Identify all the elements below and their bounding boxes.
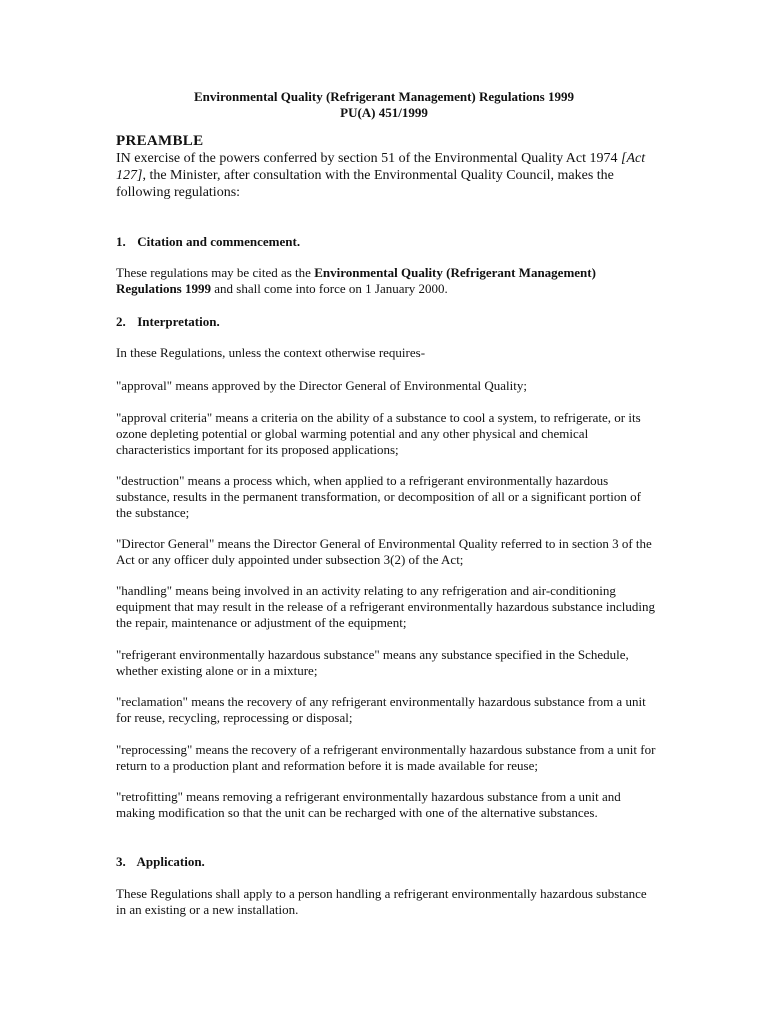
citation-paragraph: [116, 265, 656, 297]
definition-destruction: "destruction" means a process which, when applied to a refrigerant environmentally hazardous substance, results in the permanent transformation, or decomposition of all or a significant portion of the substance;: [116, 473, 641, 520]
application-paragraph: These Regulations shall apply to a person handling a refrigerant environmentally hazardous substance in an existing or a new installation.: [116, 886, 647, 917]
citation-text-start: These regulations may be cited as the: [116, 265, 315, 280]
section-title: Interpretation.: [137, 314, 220, 329]
section-heading-citation: [116, 234, 300, 250]
section-number: 3.: [116, 854, 126, 869]
section-title: Application.: [136, 854, 205, 869]
preamble-text-start: IN exercise of the powers conferred by section 51 of the Environmental Quality Act 1974: [116, 151, 622, 166]
preamble-text: [116, 150, 656, 201]
definition-refrigerant-substance: "refrigerant environmentally hazardous substance" means any substance specified in the Schedule, whether existing alone or in a mixture;: [116, 647, 629, 678]
interpretation-intro: In these Regulations, unless the context otherwise requires-: [116, 345, 426, 360]
definition-handling: "handling" means being involved in an activity relating to any refrigeration and air-conditioning equipment that may result in the release of a refrigerant environmentally hazardous substance including the repair, maintenance or adjustment of the equipment;: [116, 583, 655, 630]
definition-director-general: "Director General" means the Director General of Environmental Quality referred to in section 3 of the Act or any officer duly appointed under subsection 3(2) of the Act;: [116, 536, 652, 567]
act-reference: [Act 127]: [116, 151, 646, 183]
preamble-text-end: , the Minister, after consultation with the Environmental Quality Council, makes the following regulations:: [116, 168, 614, 200]
preamble-heading: PREAMBLE: [116, 133, 204, 149]
section-number: 1.: [116, 234, 126, 249]
definition-approval: "approval" means approved by the Director General of Environmental Quality;: [116, 378, 527, 393]
definition-reprocessing: "reprocessing" means the recovery of a refrigerant environmentally hazardous substance from a unit for return to a production plant and reformation before it is made available for reuse;: [116, 742, 656, 773]
definition-reclamation: "reclamation" means the recovery of any refrigerant environmentally hazardous substance from a unit for reuse, recycling, reprocessing or disposal;: [116, 694, 646, 725]
section-heading-interpretation: [116, 314, 220, 330]
document-title: Environmental Quality (Refrigerant Management) Regulations 1999: [194, 89, 574, 104]
definition-approval-criteria: "approval criteria" means a criteria on the ability of a substance to cool a system, to refrigerate, or its ozone depleting potential or global warming potential and any other physical and chemical characteristics important for its proposed applications;: [116, 410, 641, 457]
section-number: 2.: [116, 314, 126, 329]
definition-retrofitting: "retrofitting" means removing a refrigerant environmentally hazardous substance from a unit and making modification so that the unit can be recharged with one of the alternative substances.: [116, 789, 621, 820]
document-reference: PU(A) 451/1999: [340, 105, 428, 120]
citation-bold-title: Environmental Quality (Refrigerant Management) Regulations 1999: [116, 265, 596, 296]
section-heading-application: [116, 854, 205, 870]
citation-text-end: and shall come into force on 1 January 2000.: [210, 281, 448, 296]
section-title: Citation and commencement.: [137, 234, 301, 249]
